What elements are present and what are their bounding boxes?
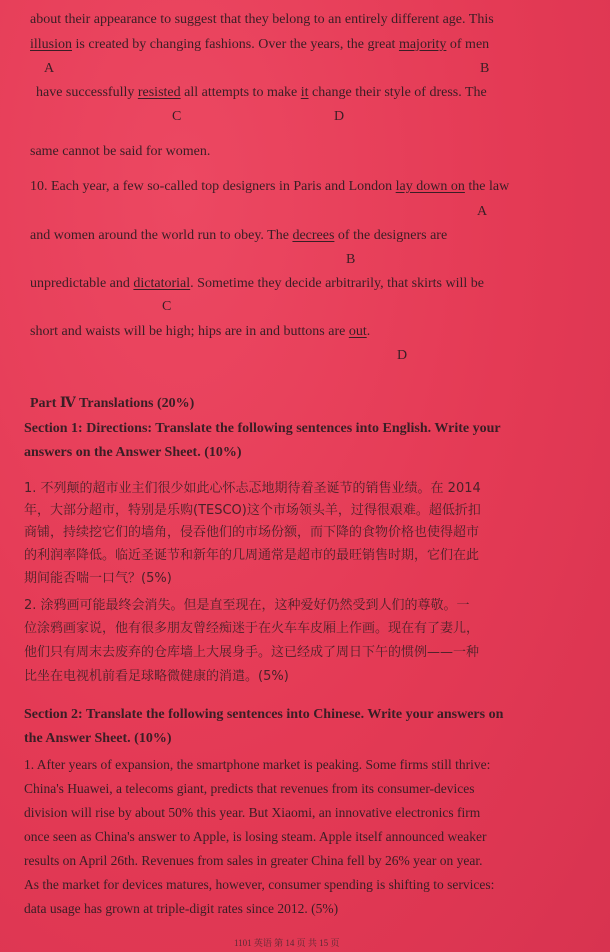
q10-text: and women around the world run to obey. The	[30, 228, 293, 243]
section-1-heading-line-2: answers on the Answer Sheet. (10%)	[24, 445, 242, 460]
option-a-word: illusion	[30, 37, 73, 52]
cn-passage-1-line-3: 商铺，持续挖它们的墙角，侵吞他们的市场份额，而下降的食物价格也使得超市	[24, 525, 480, 540]
cn-passage-1-line-4: 的利润率降低。临近圣诞节和新年的几周通常是超市的最旺销售时期，它们在此	[24, 548, 480, 563]
option-d-mark: D	[334, 109, 345, 124]
section-1-heading-line-1: Section 1: Directions: Translate the following sentences into English. Write your	[24, 421, 501, 436]
q10-line-4	[30, 324, 370, 340]
cn-passage-2-line-4: 比坐在电视机前看足球略微健康的消遣。(5%)	[24, 669, 289, 684]
cn-passage-1-line-2: 年，大部分超市，特别是乐购(TESCO)这个市场领头羊，过得很艰难。超低折扣	[24, 503, 481, 518]
option-d-word: it	[300, 85, 309, 100]
en-passage-line-1: 1. After years of expansion, the smartphone market is peaking. Some firms still thrive:	[24, 757, 491, 772]
q10-text: the law	[464, 179, 510, 194]
q9-text: have successfully	[36, 85, 138, 100]
q10-line-2	[30, 228, 447, 244]
q9-text: is created by changing fashions. Over the years, the great	[72, 37, 399, 52]
option-c-mark: C	[172, 109, 182, 124]
q9-line-1: about their appearance to suggest that they belong to an entirely different age. This	[30, 12, 494, 27]
en-passage-line-6: As the market for devices matures, however, consumer spending is shifting to services:	[24, 877, 495, 892]
page-footer: 1101 英语 第 14 页 共 15 页	[234, 938, 340, 948]
en-passage-line-3: division will rise by about 50% this year. But Xiaomi, an innovative electronics firm	[24, 805, 481, 820]
section-2-heading-line-2: the Answer Sheet. (10%)	[24, 731, 172, 746]
q10-text: short and waists will be high; hips are in and buttons are	[30, 324, 349, 339]
option-b-word: decrees	[292, 228, 335, 243]
q10-text: .	[366, 324, 371, 339]
q10-line-1	[30, 179, 509, 195]
option-d-mark: D	[397, 348, 408, 363]
q10-text: 10. Each year, a few so-called top designers in Paris and London	[30, 179, 396, 194]
option-a-word: lay down on	[395, 179, 465, 194]
en-passage-line-4: once seen as China's answer to Apple, is losing steam. Apple itself announced weaker	[24, 829, 487, 844]
option-c-word: dictatorial	[133, 276, 191, 291]
option-b-mark: B	[346, 252, 356, 267]
en-passage-line-2: China's Huawei, a telecoms giant, predicts that revenues from its consumer-devices	[24, 781, 475, 796]
cn-passage-1-line-1: 1. 不列颠的超市业主们很少如此心怀忐忑地期待着圣诞节的销售业绩。在 2014	[24, 481, 481, 496]
q9-text: of men	[446, 37, 490, 52]
q9-line-2	[30, 37, 489, 53]
q10-text: of the designers are	[334, 228, 448, 243]
q10-text: . Sometime they decide arbitrarily, that skirts will be	[190, 276, 484, 291]
en-passage-line-5: results on April 26th. Revenues from sales in greater China fell by 26% year on year.	[24, 853, 483, 868]
cn-passage-1-line-5: 期间能否喘一口气？(5%)	[24, 571, 172, 586]
q9-text: change their style of dress. The	[308, 85, 487, 100]
option-d-word: out	[348, 324, 367, 339]
en-passage-line-7: data usage has grown at triple-digit rates since 2012. (5%)	[24, 901, 339, 916]
part-iv-title: Part Ⅳ Translations (20%)	[30, 396, 195, 411]
option-a-mark: A	[44, 61, 55, 76]
option-a-mark: A	[477, 204, 488, 219]
cn-passage-2-line-2: 位涂鸦画家说，他有很多朋友曾经痴迷于在火车车皮厢上作画。现在有了妻儿，	[24, 621, 480, 636]
q9-line-3	[36, 85, 487, 101]
q9-text: all attempts to make	[180, 85, 301, 100]
q10-text: unpredictable and	[30, 276, 134, 291]
option-c-mark: C	[162, 299, 172, 314]
option-c-word: resisted	[137, 85, 181, 100]
q9-line-4: same cannot be said for women.	[30, 144, 211, 159]
q10-line-3	[30, 276, 484, 292]
option-b-word: majority	[398, 37, 447, 52]
cn-passage-2-line-3: 他们只有周末去废弃的仓库墙上大展身手。这已经成了周日下午的惯例——一种	[24, 645, 480, 660]
option-b-mark: B	[480, 61, 490, 76]
cn-passage-2-line-1: 2. 涂鸦画可能最终会消失。但是直至现在，这种爱好仍然受到人们的尊敬。一	[24, 598, 470, 613]
section-2-heading-line-1: Section 2: Translate the following sentences into Chinese. Write your answers on	[24, 707, 504, 722]
